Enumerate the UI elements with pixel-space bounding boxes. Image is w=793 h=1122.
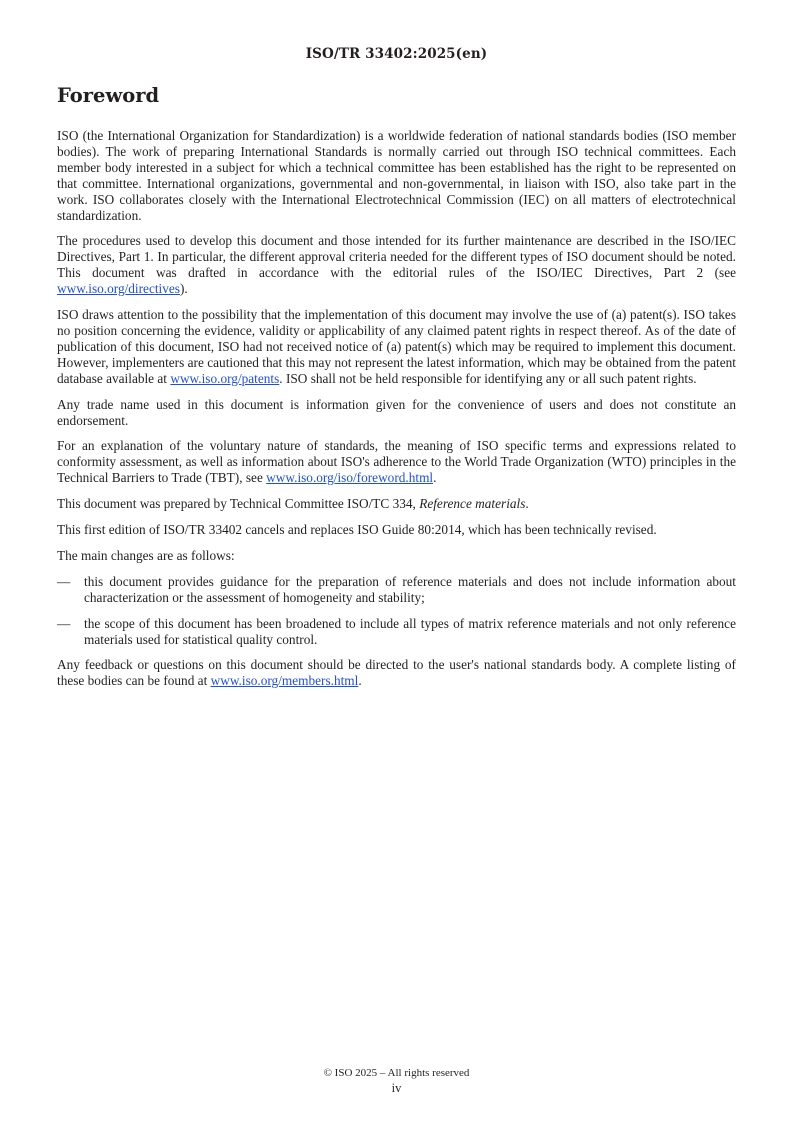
committee-name: Reference materials bbox=[419, 496, 526, 512]
paragraph-voluntary-nature-text: For an explanation of the voluntary nature of standards, the meaning of ISO specific terms and expressions related to conformity assessment, as well as information about ISO's adherence to the World Trade Organization (WTO) principles in the Technical Barriers to Trade (TBT), see bbox=[57, 438, 736, 486]
paragraph-trade-name: Any trade name used in this document is information given for the convenience of users and does not constitute an endorsement. bbox=[57, 396, 736, 428]
copyright-notice: © ISO 2025 – All rights reserved bbox=[323, 1067, 470, 1079]
list-item-text: the scope of this document has been broadened to include all types of matrix reference materials and not only reference materials used for statistical quality control. bbox=[84, 615, 736, 647]
paragraph-patents bbox=[57, 307, 736, 387]
paragraph-procedures-end: ). bbox=[179, 281, 188, 297]
page-footer bbox=[0, 1066, 793, 1096]
dash-marker: — bbox=[57, 573, 71, 589]
paragraph-voluntary-nature bbox=[57, 438, 736, 486]
list-item-text: this document provides guidance for the preparation of reference materials and does not include information about characterization or the assessment of homogeneity and stability; bbox=[84, 573, 736, 605]
foreword-body bbox=[57, 128, 736, 699]
dash-marker: — bbox=[57, 615, 71, 631]
foreword-link[interactable]: www.iso.org/iso/foreword.html bbox=[266, 470, 434, 486]
list-item bbox=[57, 574, 736, 606]
page-number: iv bbox=[391, 1081, 402, 1095]
paragraph-edition: This first edition of ISO/TR 33402 cancels and replaces ISO Guide 80:2014, which has been technically revised. bbox=[57, 522, 657, 538]
patents-link[interactable]: www.iso.org/patents bbox=[170, 370, 280, 386]
paragraph-feedback-text: Any feedback or questions on this document should be directed to the user's national standards body. A complete listing of these bodies can be found at bbox=[57, 657, 736, 689]
list-item bbox=[57, 616, 736, 648]
paragraph-procedures bbox=[57, 233, 736, 297]
paragraph-feedback bbox=[57, 657, 736, 689]
members-link[interactable]: www.iso.org/members.html bbox=[210, 673, 359, 689]
paragraph-patents-end: . ISO shall not be held responsible for identifying any or all such patent rights. bbox=[279, 370, 697, 386]
paragraph-patents-text: ISO draws attention to the possibility that the implementation of this document may involve the use of (a) patent(s). ISO takes no position concerning the evidence, validity or applicability of any claimed patent rights in respect thereof. As of the date of publication of this document, ISO had not received notice of (a) patent(s) which may be required to implement this document. However, implementers are cautioned that this may not represent the latest information, which may be obtained from the patent database available at bbox=[57, 307, 736, 386]
paragraph-committee bbox=[57, 496, 736, 512]
paragraph-voluntary-nature-end: . bbox=[433, 470, 437, 486]
paragraph-procedures-text: The procedures used to develop this document and those intended for its further maintenance are described in the ISO/IEC Directives, Part 1. In particular, the different approval criteria needed for the different types of ISO document should be noted. This document was drafted in accordance with the editorial rules of the ISO/IEC Directives, Part 2 (see bbox=[57, 233, 736, 281]
page-title: Foreword bbox=[57, 84, 160, 107]
paragraph-iso-overview: ISO (the International Organization for Standardization) is a worldwide federation of national standards bodies (ISO member bodies). The work of preparing International Standards is normally carried out through ISO technical committees. Each member body interested in a subject for which a technical committee has been established has the right to be represented on that committee. International organizations, governmental and non-governmental, in liaison with ISO, also take part in the work. ISO collaborates closely with the International Electrotechnical Commission (IEC) on all matters of electrotechnical standardization. bbox=[57, 128, 736, 223]
paragraph-committee-text: This document was prepared by Technical Committee ISO/TC 334, bbox=[57, 496, 420, 512]
paragraph-committee-end: . bbox=[525, 496, 529, 512]
directives-link[interactable]: www.iso.org/directives bbox=[57, 281, 180, 297]
paragraph-main-changes-intro: The main changes are as follows: bbox=[57, 547, 235, 563]
paragraph-feedback-end: . bbox=[358, 673, 362, 689]
document-identifier: ISO/TR 33402:2025(en) bbox=[305, 46, 488, 62]
